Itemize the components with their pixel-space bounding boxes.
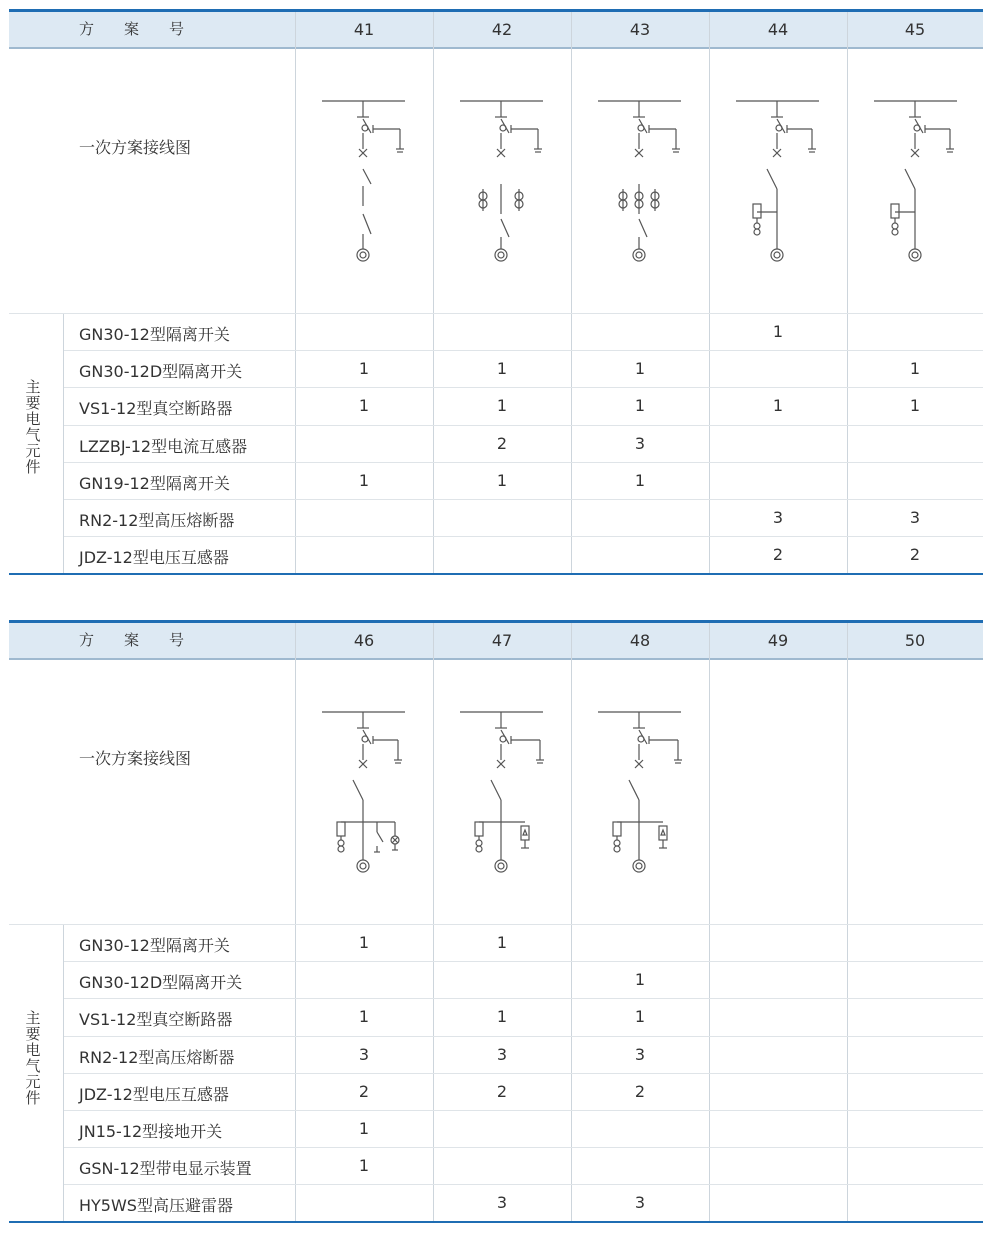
scheme-number: 43 [629, 20, 651, 39]
scheme-number: 45 [904, 20, 926, 39]
grid-line [847, 12, 848, 574]
grid-line [64, 1147, 983, 1148]
component-quantity: 2 [634, 1081, 646, 1101]
wiring-diagram-47 [453, 700, 553, 880]
scheme-number: 46 [353, 631, 375, 650]
grid-line [64, 499, 983, 500]
component-group-label: 主 要 电 气 元 件 [25, 378, 41, 476]
component-quantity: 1 [358, 470, 370, 490]
component-name: RN2-12型高压熔断器 [79, 1047, 235, 1067]
component-quantity: 1 [358, 396, 370, 416]
component-quantity: 2 [496, 1081, 508, 1101]
component-quantity: 1 [909, 396, 921, 416]
component-name: VS1-12型真空断路器 [79, 1010, 233, 1030]
grid-line [64, 425, 983, 426]
component-quantity: 1 [358, 933, 370, 952]
component-quantity: 2 [909, 545, 921, 565]
header-label: 方 案 号 [79, 631, 185, 649]
grid-line [847, 623, 848, 1222]
component-quantity: 3 [358, 1044, 370, 1064]
grid-line [9, 924, 983, 925]
component-name: GN19-12型隔离开关 [79, 473, 230, 493]
component-quantity: 1 [496, 359, 508, 379]
grid-line [709, 12, 710, 574]
grid-line [63, 313, 64, 574]
grid-line [64, 462, 983, 463]
scheme-number: 44 [767, 20, 789, 39]
table-header [9, 623, 983, 660]
component-name: RN2-12型高压熔断器 [79, 511, 235, 530]
grid-line [64, 387, 983, 388]
component-quantity: 1 [634, 470, 646, 490]
wiring-diagram-44 [729, 89, 829, 269]
component-name: GN30-12型隔离开关 [79, 936, 230, 955]
component-group-label: 主 要 电 气 元 件 [25, 1009, 41, 1107]
component-quantity: 3 [496, 1044, 508, 1064]
component-quantity: 3 [496, 1193, 508, 1213]
table-bottom-rule [9, 1221, 983, 1223]
component-name: GSN-12型带电显示装置 [79, 1159, 252, 1179]
scheme-number: 48 [629, 631, 651, 650]
component-name: HY5WS型高压避雷器 [79, 1196, 233, 1216]
component-quantity: 1 [634, 1007, 646, 1027]
scheme-number: 42 [491, 20, 513, 39]
component-quantity: 1 [909, 359, 921, 379]
header-label: 方 案 号 [79, 20, 185, 38]
scheme-number: 49 [767, 631, 789, 650]
component-quantity: 1 [358, 1156, 370, 1176]
table-header [9, 12, 983, 49]
grid-line [64, 1073, 983, 1074]
scheme-number: 50 [904, 631, 926, 650]
component-quantity: 1 [634, 396, 646, 416]
component-quantity: 1 [358, 1007, 370, 1027]
component-quantity: 2 [358, 1081, 370, 1101]
component-name: JN15-12型接地开关 [79, 1122, 223, 1141]
component-quantity: 1 [358, 359, 370, 379]
grid-line [571, 623, 572, 1222]
diagram-row-label: 一次方案接线图 [79, 138, 192, 157]
component-name: GN30-12型隔离开关 [79, 325, 230, 344]
component-name: JDZ-12型电压互感器 [79, 1084, 229, 1104]
grid-line [64, 961, 983, 962]
component-quantity: 2 [496, 433, 508, 453]
component-quantity: 1 [496, 396, 508, 416]
component-name: LZZBJ-12型电流互感器 [79, 436, 248, 456]
grid-line [433, 623, 434, 1222]
grid-line [64, 536, 983, 537]
grid-line [709, 623, 710, 1222]
component-quantity: 3 [634, 1044, 646, 1064]
diagram-row-label: 一次方案接线图 [79, 749, 192, 768]
table-bottom-rule [9, 573, 983, 575]
component-quantity: 3 [909, 508, 921, 527]
grid-line [64, 1110, 983, 1111]
component-name: GN30-12D型隔离开关 [79, 973, 243, 993]
scheme-number: 47 [491, 631, 513, 650]
scheme-table-2 [9, 620, 983, 1225]
component-quantity: 2 [772, 545, 784, 565]
grid-line [64, 1036, 983, 1037]
wiring-diagram-45 [867, 89, 967, 269]
grid-line [9, 313, 983, 314]
grid-line [64, 350, 983, 351]
grid-line [64, 998, 983, 999]
wiring-diagram-46 [315, 700, 415, 880]
component-quantity: 1 [772, 396, 784, 416]
component-quantity: 3 [772, 508, 784, 527]
scheme-number: 41 [353, 20, 375, 39]
component-quantity: 1 [358, 1119, 370, 1138]
component-quantity: 1 [496, 933, 508, 952]
component-quantity: 1 [496, 1007, 508, 1027]
component-quantity: 3 [634, 1193, 646, 1213]
grid-line [64, 1184, 983, 1185]
wiring-diagram-41 [315, 89, 415, 269]
component-quantity: 1 [772, 322, 784, 341]
component-name: GN30-12D型隔离开关 [79, 362, 243, 382]
wiring-diagram-48 [591, 700, 691, 880]
component-name: VS1-12型真空断路器 [79, 399, 233, 419]
wiring-diagram-43 [591, 89, 691, 269]
component-quantity: 3 [634, 433, 646, 453]
wiring-diagram-42 [453, 89, 553, 269]
component-name: JDZ-12型电压互感器 [79, 548, 229, 568]
component-quantity: 1 [634, 970, 646, 990]
component-quantity: 1 [634, 359, 646, 379]
scheme-table-1 [9, 9, 983, 576]
component-quantity: 1 [496, 470, 508, 490]
